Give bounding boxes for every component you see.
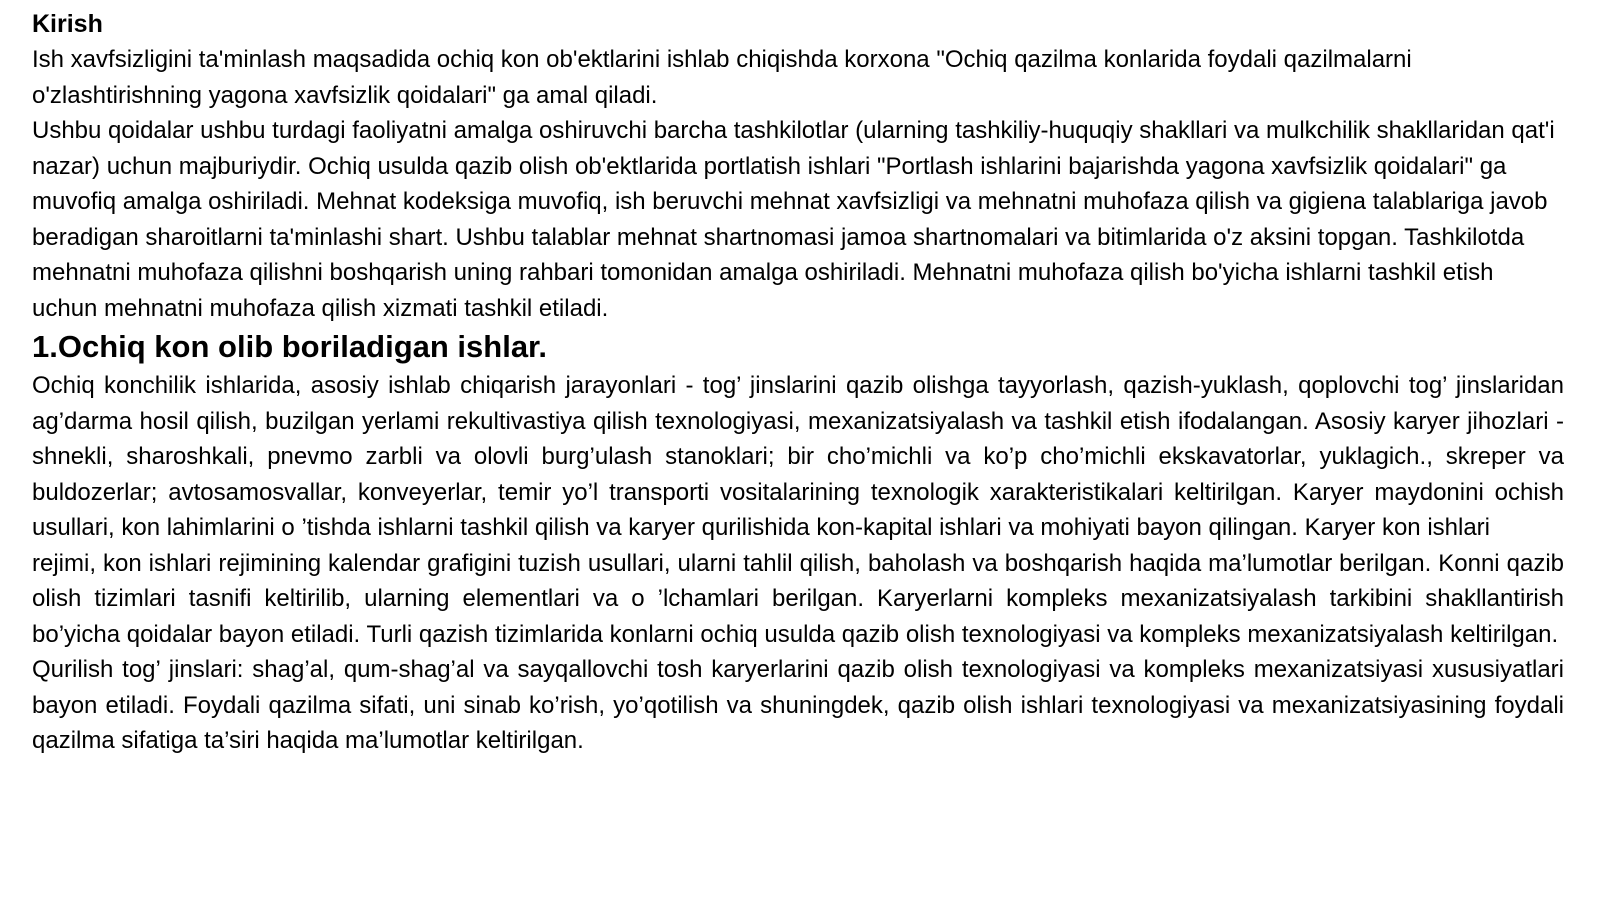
document-page (32, 7, 1564, 759)
intro-heading: Kirish (32, 10, 103, 38)
section-paragraph-2: rejimi, kon ishlari rejimining kalendar grafigini tuzish usullari, ularni tahlil qilish, baholash va boshqarish haqida ma’lumotlar berilgan. Konni qazib olish tizimlari tasnifi keltirilib, ularning elementlari va o ’lchamlari berilgan. Karyerlarni kompleks mexanizatsiyalash tarkibini shakllantirish bo’yicha qoidalar bayon etiladi. Turli qazish tizimlarida konlarni ochiq usulda qazib olish texnologiyasi va kompleks mexanizatsiyalash keltirilgan. (32, 549, 1564, 648)
section-heading: 1.Ochiq kon olib boriladigan ishlar. (32, 329, 548, 364)
intro-paragraph-2: Ushbu qoidalar ushbu turdagi faoliyatni amalga oshiruvchi barcha tashkilotlar (ularning tashkiliy-huquqiy shakllari va mulkchilik shakllaridan qat'i nazar) uchun majburiydir. Ochiq usulda qazib olish ob'ektlarida portlatish ishlari "Portlash ishlarini bajarishda yagona xavfsizlik qoidalari" ga muvofiq amalga oshiriladi. Mehnat kodeksiga muvofiq, ish beruvchi mehnat xavfsizligi va mehnatni muhofaza qilish va gigiena talablariga javob beradigan sharoitlarni ta'minlashi shart. Ushbu talablar mehnat shartnomasi jamoa shartnomalari va bitimlarida o'z aksini topgan. Tashkilotda mehnatni muhofaza qilishni boshqarish uning rahbari tomonidan amalga oshiriladi. Mehnatni muhofaza qilish bo'yicha ishlarni tashkil etish uchun mehnatni muhofaza qilish xizmati tashkil etiladi. (32, 117, 1555, 322)
intro-paragraph-1: Ish xavfsizligini ta'minlash maqsadida ochiq kon ob'ektlarini ishlab chiqishda korxona "Ochiq qazilma konlarida foydali qazilmalarni o'zlashtirishning yagona xavfsizlik qoidalari" ga amal qiladi. (32, 46, 1412, 109)
section-paragraph-1: Ochiq konchilik ishlarida, asosiy ishlab chiqarish jarayonlari - tog’ jinslarini qazib olishga tayyorlash, qazish-yuklash, qoplovchi tog’ jinslaridan ag’darma hosil qilish, buzilgan yerlami rekultivastiya qilish texnologiyasi, mexanizatsiyalash va tashkil etish ifodalangan. Asosiy karyer jihozlari -shnekli, sharoshkali, pnevmo zarbli va olovli burg’ulash stanoklari; bir cho’michli va ko’p cho’michli ekskavatorlar, yuklagich., skreper va buldozerlar; avtosamosvallar, konveyerlar, temir yo’l transporti vositalarining texnologik xarakteristikalari keltirilgan. Karyer maydonini ochish usullari, kon lahimlarini o ’tishda ishlarni tashkil qilish va karyer qurilishida kon-kapital ishlari va mohiyati bayon qilingan. Karyer kon ishlari (32, 372, 1564, 541)
section-paragraph-3: Qurilish tog’ jinslari: shag’al, qum-shag’al va sayqallovchi tosh karyerlarini qazib olish texnologiyasi va kompleks mexanizatsiyasi xususiyatlari bayon etiladi. Foydali qazilma sifati, uni sinab ko’rish, yo’qotilish va shuningdek, qazib olish ishlari texnologiyasi va mexanizatsiyasining foydali qazilma sifatiga ta’siri haqida ma’lumotlar keltirilgan. (32, 656, 1564, 754)
